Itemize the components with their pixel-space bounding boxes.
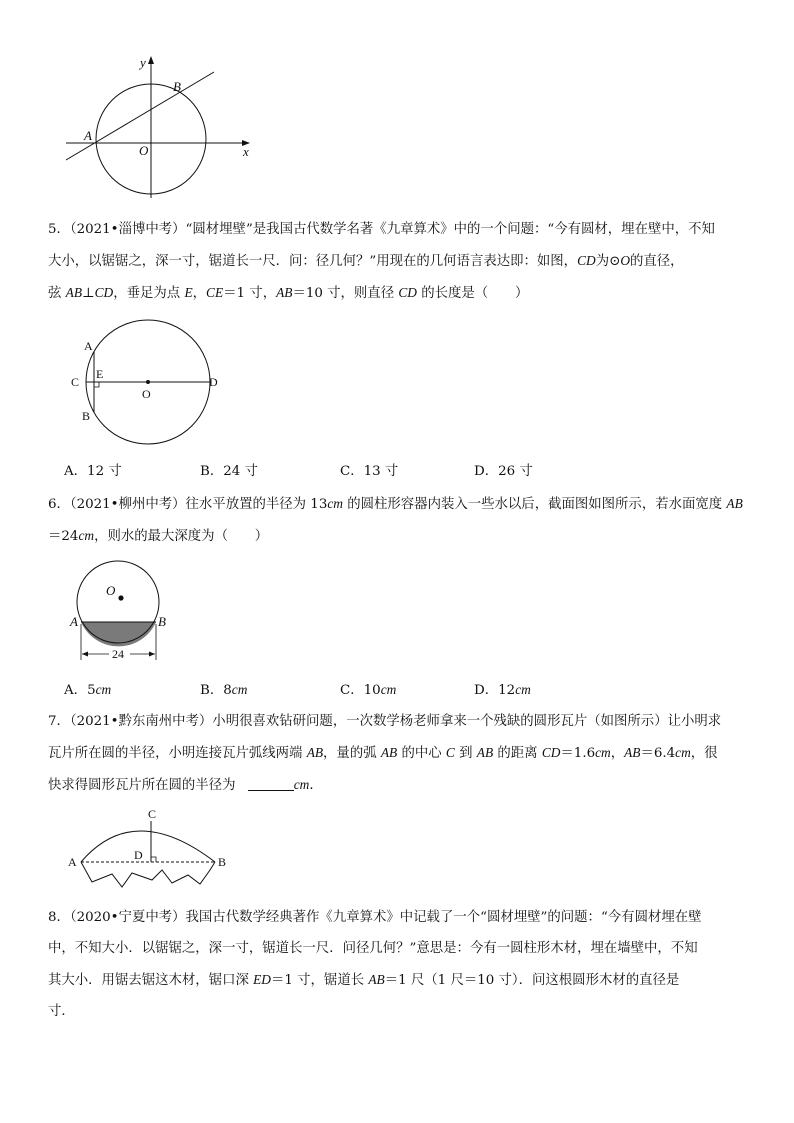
label-width: 24 xyxy=(112,647,124,661)
q8-line-1: 8．（2020•宁夏中考）我国古代数学经典著作《九章算术》中记载了一个“圆材埋壁”的问题：“今有圆材埋在壁 xyxy=(48,910,702,925)
label-d: D xyxy=(209,375,218,389)
q5-choice-c[interactable]: C．13 寸 xyxy=(340,464,399,479)
figure-q5-circle-chord xyxy=(64,316,234,446)
label-c: C xyxy=(71,375,80,389)
q7-line-3: 快求得圆形瓦片所在圆的半径为 cm． xyxy=(48,777,323,793)
label-a: A xyxy=(84,128,92,143)
dimension-arrow-right xyxy=(149,652,155,657)
label-c: C xyxy=(148,807,157,821)
figure-q7-broken-tile xyxy=(64,804,244,894)
q5-choices xyxy=(64,460,533,479)
label-x: x xyxy=(243,144,249,159)
question-6 xyxy=(48,488,748,552)
tile-arc xyxy=(81,831,215,862)
y-axis-arrow xyxy=(148,56,154,64)
q6-choice-a[interactable]: A．5cm xyxy=(64,682,112,698)
q7-line-2: 瓦片所在圆的半径，小明连接瓦片弧线两端 AB，量的弧 AB 的中心 C 到 AB 的距离 CD＝1.6cm，AB＝6.4cm，很 xyxy=(48,745,718,761)
label-o: O xyxy=(106,583,116,598)
label-a: A xyxy=(84,339,93,353)
label-b: B xyxy=(82,409,91,423)
right-angle-mark xyxy=(94,382,99,387)
q5-line-2: 大小，以锯锯之，深一寸，锯道长一尺．问：径几何？”用现在的几何语言表达即：如图，CD为⊙O的直径， xyxy=(48,253,684,269)
tile-broken-edge xyxy=(81,862,215,887)
right-angle-mark xyxy=(151,857,156,862)
q6-choice-d[interactable]: D．12cm xyxy=(474,682,531,698)
q6-choice-b[interactable]: B．8cm xyxy=(200,682,248,698)
label-a: A xyxy=(68,855,77,869)
answer-blank[interactable] xyxy=(248,776,294,791)
q5-line-1: 5．（2021•淄博中考）“圆材埋壁”是我国古代数学名著《九章算术》中的一个问题：“今有圆材，埋在壁中，不知 xyxy=(48,222,715,237)
q6-choices xyxy=(64,679,531,698)
label-b: B xyxy=(158,614,166,629)
figure-q4-coordinate-circle xyxy=(60,52,260,202)
q5-choice-b[interactable]: B．24 寸 xyxy=(200,464,258,479)
q8-line-3: 其大小．用锯去锯这木材，锯口深 ED＝1 寸，锯道长 AB＝1 尺（1 尺＝10 寸）．问这根圆形木材的直径是 xyxy=(48,972,680,988)
q7-line-1: 7．（2021•黔东南州中考）小明很喜欢钻研问题，一次数学杨老师拿来一个残缺的圆形瓦片（如图所示）让小明求 xyxy=(48,714,722,729)
center-dot xyxy=(118,595,123,600)
label-b: B xyxy=(218,855,227,869)
dimension-arrow-left xyxy=(82,652,88,657)
label-d: D xyxy=(134,848,143,862)
q6-line-2: ＝24cm，则水的最大深度为（ ） xyxy=(48,528,269,544)
q5-choice-d[interactable]: D．26 寸 xyxy=(474,464,533,479)
q6-line-1: 6．（2021•柳州中考）往水平放置的半径为 13cm 的圆柱形容器内装入一些水以后，截面图如图所示，若水面宽度 AB xyxy=(48,496,743,512)
q6-choice-c[interactable]: C．10cm xyxy=(340,682,397,698)
question-5 xyxy=(48,214,748,309)
q5-line-3: 弦 AB⊥CD，垂足为点 E，CE＝1 寸，AB＝10 寸，则直径 CD 的长度是（ ） xyxy=(48,285,529,301)
label-b: B xyxy=(173,79,181,94)
label-e: E xyxy=(96,367,104,381)
q8-line-4: 寸． xyxy=(48,1004,75,1019)
q8-line-2: 中，不知大小．以锯锯之，深一寸，锯道长一尺．问径几何？”意思是：今有一圆柱形木材，埋在墙壁中，不知 xyxy=(48,941,698,956)
figure-q6-water-section xyxy=(66,548,176,666)
question-8 xyxy=(48,902,748,1027)
label-o: O xyxy=(142,387,151,401)
question-7 xyxy=(48,706,748,801)
label-o: O xyxy=(139,143,149,158)
q5-choice-a[interactable]: A．12 寸 xyxy=(64,464,122,479)
label-y: y xyxy=(140,55,146,70)
label-a: A xyxy=(70,614,78,629)
center-dot xyxy=(146,380,150,384)
